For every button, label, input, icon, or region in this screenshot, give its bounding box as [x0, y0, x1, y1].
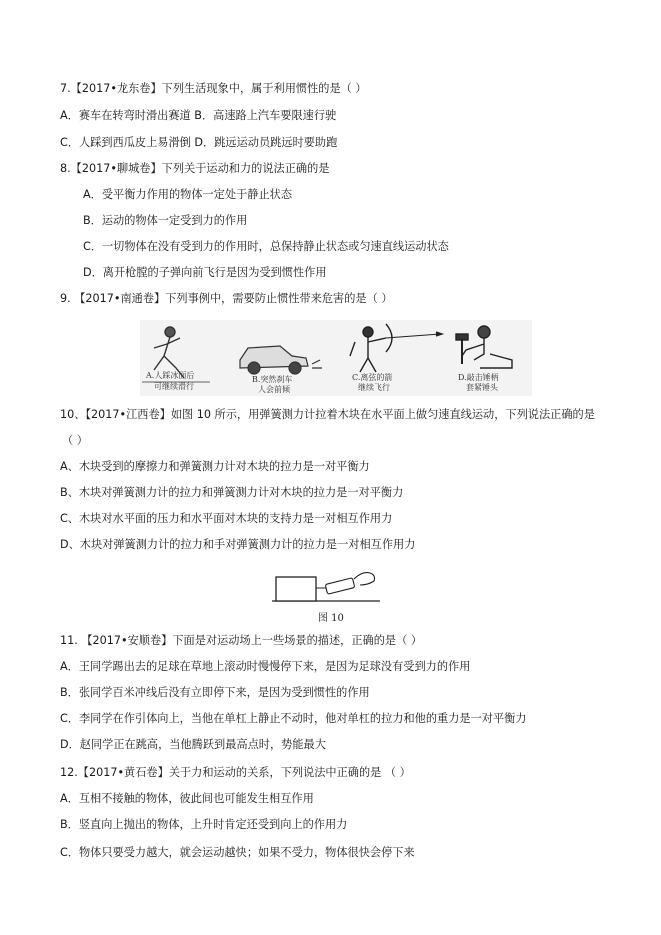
spring-scale [325, 578, 355, 594]
q10-option-b: B、木块对弹簧测力计的拉力和弹簧测力计对木块的拉力是一对平衡力 [60, 486, 404, 499]
q9-caption-b-line2: 人会前倾 [258, 385, 290, 394]
hand-outline [354, 573, 375, 585]
q8-option-a: A．受平衡力作用的物体一定处于静止状态 [83, 188, 293, 201]
q10-option-d: D、木块对弹簧测力计的拉力和手对弹簧测力计的拉力是一对相互作用力 [60, 538, 416, 551]
q9-caption-a-line1: A.人踩冰面后 [146, 371, 195, 380]
q9-caption-d-line1: D.敲击锤柄 [458, 373, 499, 382]
q8-stem: 8.【2017•聊城卷】下列关于运动和力的说法正确的是 [60, 162, 330, 175]
q10-option-c: C、木块对水平面的压力和水平面对木块的支持力是一对相互作用力 [60, 512, 393, 525]
q10-figure [268, 563, 388, 625]
q12-option-c: C．物体只要受力越大，就会运动越快；如果不受力，物体很快会停下来 [60, 846, 415, 859]
q9-stem: 9. 【2017•南通卷】下列事例中，需要防止惯性带来危害的是（ ） [60, 292, 393, 305]
wooden-block [276, 577, 316, 601]
q9-caption-c-line1: C.离弦的箭 [352, 373, 393, 382]
q8-option-d: D．离开枪膛的子弹向前飞行是因为受到惯性作用 [83, 266, 327, 279]
q10-figure-caption: 图 10 [318, 613, 344, 624]
q10-answer-paren: （ ） [62, 434, 88, 447]
q9-illustration [140, 320, 532, 396]
q8-option-c: C．一切物体在没有受到力的作用时，总保持静止状态或匀速直线运动状态 [83, 240, 449, 253]
q9-caption-c-line2: 继续飞行 [358, 383, 390, 392]
q7-stem: 7.【2017•龙东卷】下列生活现象中，属于利用惯性的是（ ） [60, 82, 367, 95]
q11-option-a: A．王同学踢出去的足球在草地上滚动时慢慢停下来，是因为足球没有受到力的作用 [60, 660, 471, 673]
q12-option-a: A．互相不接触的物体，彼此间也可能发生相互作用 [60, 792, 314, 805]
q7-options-row2: C．人踩到西瓜皮上易滑倒 D．跳远运动员跳远时要助跑 [60, 136, 338, 149]
q9-caption-b-line1: B.突然刹车 [252, 375, 293, 384]
q11-option-b: B．张同学百米冲线后没有立即停下来，是因为受到惯性的作用 [60, 686, 370, 699]
q10-stem: 10、【2017•江西卷】如图 10 所示，用弹簧测力计拉着木块在水平面上做匀速直线运动，下列说法正确的是 [60, 408, 595, 421]
q11-option-c: C．李同学在作引体向上，当他在单杠上静止不动时，他对单杠的拉力和他的重力是一对平衡力 [60, 712, 527, 725]
q12-stem: 12.【2017•黄石卷】关于力和运动的关系，下列说法中正确的是 （ ） [60, 766, 411, 779]
q11-stem: 11. 【2017•安顺卷】下面是对运动场上一些场景的描述，正确的是（ ） [60, 634, 423, 647]
q9-caption-a-line2: 可继续滑行 [154, 382, 194, 391]
q8-option-b: B．运动的物体一定受到力的作用 [83, 214, 248, 227]
q7-options-row1: A．赛车在转弯时滑出赛道 B．高速路上汽车要限速行驶 [60, 109, 337, 122]
q9-caption-d-line2: 套紧锤头 [466, 383, 498, 392]
q12-option-b: B．竖直向上抛出的物体，上升时肯定还受到向上的作用力 [60, 818, 348, 831]
q10-option-a: A、木块受到的摩擦力和弹簧测力计对木块的拉力是一对平衡力 [60, 460, 370, 473]
q11-option-d: D．赵同学正在跳高，当他腾跃到最高点时，势能最大 [60, 738, 326, 751]
